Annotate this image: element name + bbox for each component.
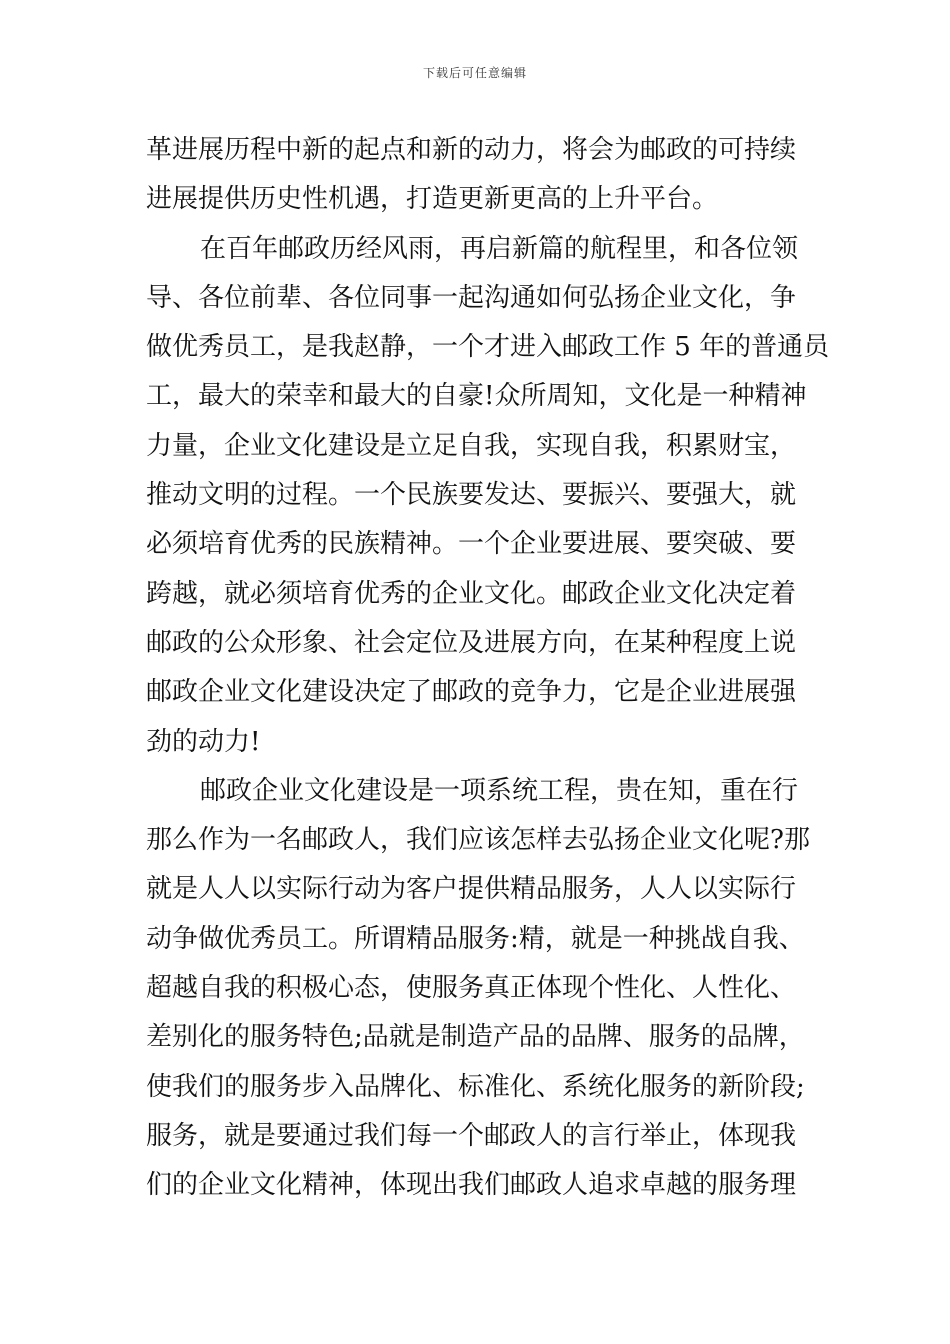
text-line: 就是人人以实际行动为客户提供精品服务，人人以实际行 [146, 874, 797, 905]
text-line: 邮政企业文化建设决定了邮政的竞争力，它是企业进展强 [146, 677, 797, 708]
text-line: 革进展历程中新的起点和新的动力，将会为邮政的可持续 [146, 135, 797, 165]
text-line: 差别化的服务特色;品就是制造产品的品牌、服务的品牌， [146, 1022, 805, 1053]
text-line: 超越自我的积极心态，使服务真正体现个性化、人性化、 [146, 973, 797, 1004]
text-line: 动争做优秀员工。所谓精品服务:精，就是一种挑战自我、 [146, 923, 805, 954]
text-line: 在百年邮政历经风雨，再启新篇的航程里，和各位领 [200, 233, 799, 264]
page-header: 下载后可任意编辑 [422, 66, 527, 80]
text-line: 工，最大的荣幸和最大的自豪!众所周知，文化是一种精神 [146, 381, 807, 412]
text-line: 进展提供历史性机遇，打造更新更高的上升平台。 [146, 184, 719, 215]
text-line: 劲的动力! [146, 726, 261, 757]
text-line: 邮政企业文化建设是一项系统工程，贵在知，重在行 [200, 775, 799, 806]
text-line: 们的企业文化精神，体现出我们邮政人追求卓越的服务理 [146, 1170, 797, 1201]
text-line: 那么作为一名邮政人，我们应该怎样去弘扬企业文化呢?那 [146, 825, 810, 856]
text-line: 导、各位前辈、各位同事一起沟通如何弘扬企业文化，争 [146, 282, 797, 313]
text-line: 服务，就是要通过我们每一个邮政人的言行举止，体现我 [146, 1120, 797, 1151]
text-line: 使我们的服务步入品牌化、标准化、系统化服务的新阶段; [146, 1071, 805, 1102]
text-line: 做优秀员工，是我赵静，一个才进入邮政工作 5 年的普通员 [146, 332, 830, 363]
text-line: 力量，企业文化建设是立足自我，实现自我，积累财宝， [146, 430, 797, 461]
document-body [146, 126, 830, 1211]
text-line: 必须培育优秀的民族精神。一个企业要进展、要突破、要 [146, 529, 797, 560]
text-line: 跨越，就必须培育优秀的企业文化。邮政企业文化决定着 [146, 578, 797, 609]
text-line: 推动文明的过程。一个民族要发达、要振兴、要强大，就 [146, 480, 797, 511]
text-line: 邮政的公众形象、社会定位及进展方向，在某种程度上说 [146, 627, 797, 658]
